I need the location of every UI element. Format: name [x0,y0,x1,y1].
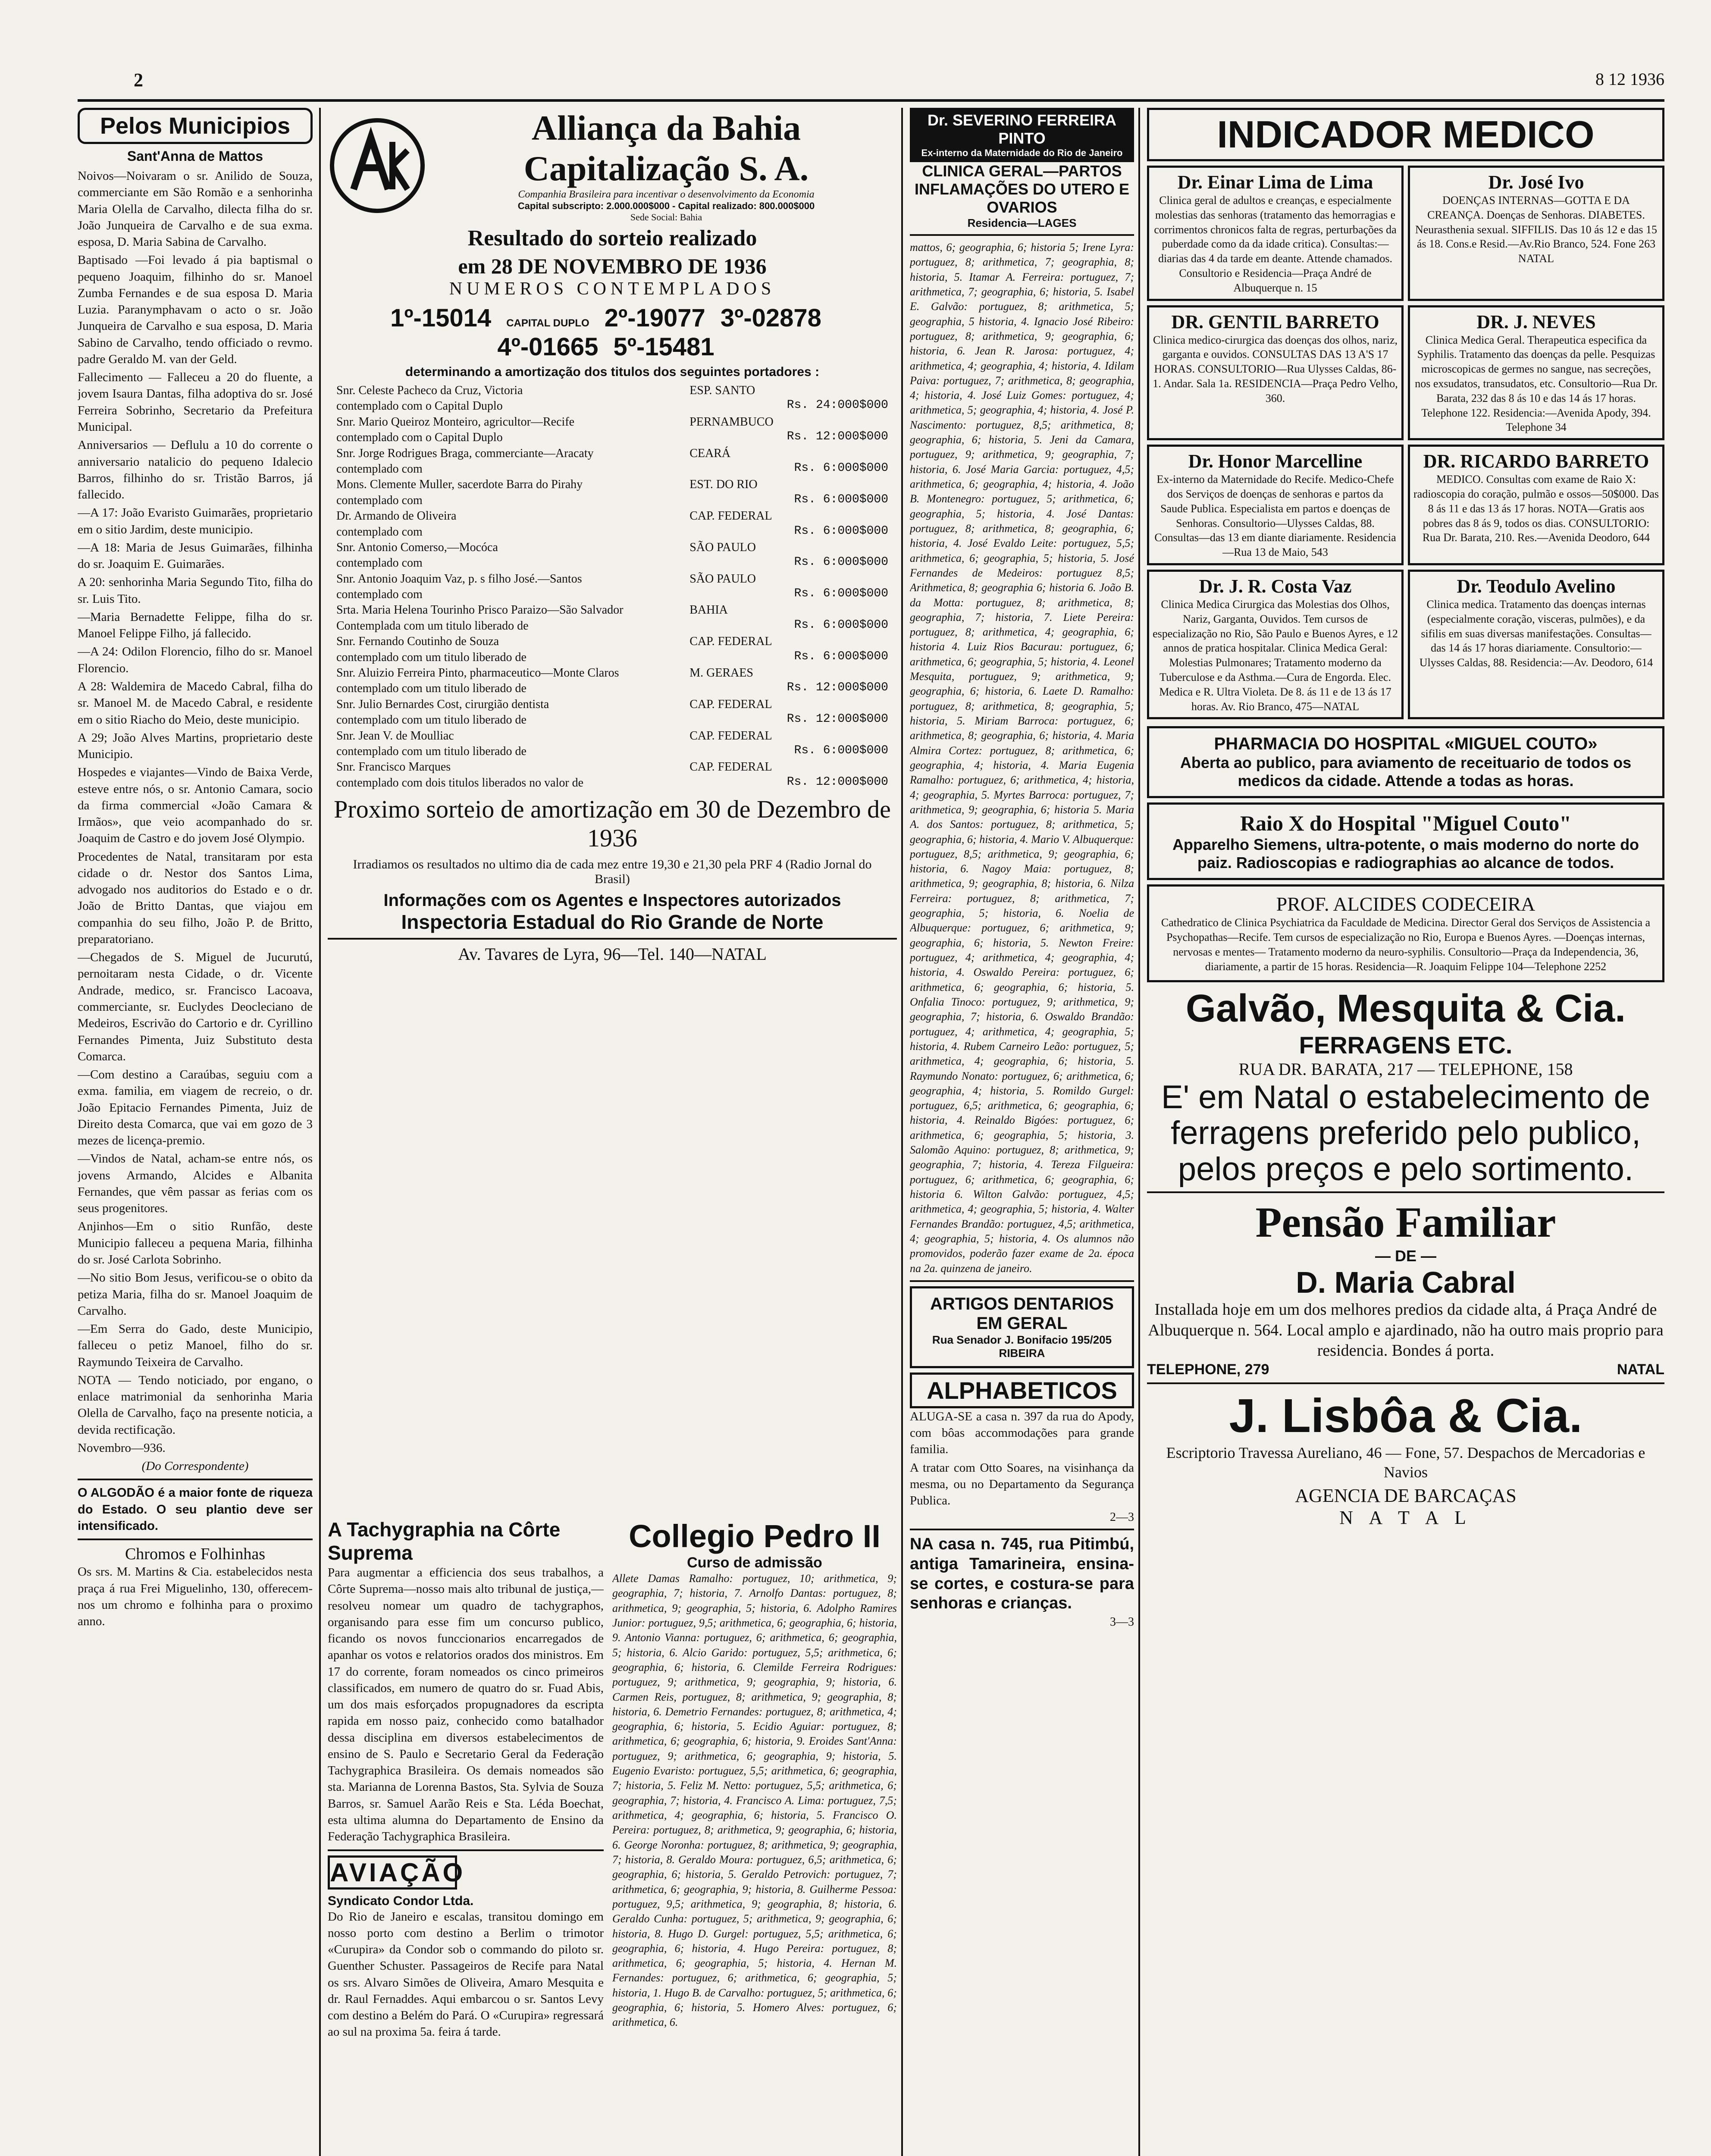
prize-1: 1º-15014 [390,304,492,332]
galvao-title: Galvão, Mesquita & Cia. [1185,987,1626,1030]
medical-ad [1408,305,1664,441]
winner-amount: Rs. 6:000$000 [794,555,888,569]
winner-note: contemplado com um titulo liberado de [336,650,526,664]
winner-amount: Rs. 6:000$000 [794,587,888,601]
medical-ad-text: Clinica medica. Tratamento das doenças internas (especialmente coração, visceras, pulmões), e da sifilis em suas diversas manifestações. Consultas—das 14 ás 17 horas diariamente. Consultorio:—Ulysses Caldas, 88. Residencia:—Av. Deodoro, 614 [1419,598,1653,669]
winner-note: contemplado com [336,588,423,602]
winner-row [336,602,888,634]
winner-state: CAP. FEDERAL [689,635,772,649]
medical-ad-text: Clinica Medica Cirurgica das Molestias dos Olhos, Nariz, Garganta, Ouvidos. Tem cursos de especialização no Rio, São Paulo e Buenos Ayres, e 12 annos de pratica hospitalar. Clinica Medica Geral: Molestias Pulmonares; Tratamento moderno da Tuberculose e da Asthma.—Cura de Engorda. Elec. Medica e R. Ultra Violeta. De 8. ás 11 e de 13 ás 17 horas. Av. Rio Branco, 475—NATAL [1153,598,1398,713]
winner-row [336,477,888,508]
pharmacia-title: PHARMACIA DO HOSPITAL «MIGUEL COUTO» [1214,734,1598,754]
medical-ad-title: DR. J. NEVES [1476,311,1596,332]
medical-ad-title: DR. GENTIL BARRETO [1171,311,1379,332]
winner-row [336,634,888,665]
news-paragraph: Anjinhos—Em o sitio Runfão, deste Municipio falleceu a pequena Maria, filhinha do sr. José Carlota Sobrinho. [78,1219,313,1266]
raio-x-text: Apparelho Siemens, ultra-potente, o mais moderno do norte do paiz. Radioscopias e radiographias ao alcance de todos. [1172,836,1639,872]
col4 [1147,108,1664,2156]
winner-amount: Rs. 6:000$000 [794,743,888,757]
news-paragraph: NOTA — Tendo noticiado, por engano, o enlace matrimonial da senhorinha Maria Olella de Carvalho, faço na presente noticia, a devida rectificação. [78,1373,313,1437]
medical-ad-text: Ex-interno da Maternidade do Recife. Medico-Chefe dos Serviços de doenças de senhoras e partos da Saude Publica. Especialista em partos e doenças de Senhoras. Consultorio—Ulysses Caldas, 88. Consultas—das 13 em diante diariamente. Residencia—Rua 13 de Maio, 543 [1154,473,1396,559]
alliance-logo-icon [328,116,427,215]
doctor-ad [910,108,1134,162]
medical-ad-text: Clinica Medica Geral. Therapeutica especifica da Syphilis. Tratamento das doenças da pelle. Pesquizas microscopicas de germes no sangue, nas secreções, nos exsudatos, transudatos, etc. Consultorio—Rua Dr. Barata, 232 das 8 ás 10 e das 14 ás 17 horas. Telephone 122. Residencia:—Avenida Apody, 394. Telephone 34 [1415,333,1658,434]
news-paragraph: —A 24: Odilon Florencio, filho do sr. Manoel Florencio. [78,645,313,675]
next-draw: Proximo sorteio de amortização em 30 de Dezembro de 1936 [334,795,891,852]
collegio-subtitle: Curso de admissão [687,1554,822,1571]
winner-amount: Rs. 12:000$000 [787,775,888,789]
news-paragraph: Hospedes e viajantes—Vindo de Baixa Verde, esteve entre nós, o sr. Antonio Camara, socio da firma commercial «João Camara & Irmãos», que veio acompanhado do sr. Joaquim de Castro e do jovem José Olympio. [78,765,313,846]
na-casa-ref: 3—3 [1110,1615,1134,1629]
company-line1: Alliança da Bahia [531,108,801,147]
artigos-title: ARTIGOS DENTARIOS EM GERAL [930,1294,1114,1333]
news-paragraph: —No sitio Bom Jesus, verificou-se o obito da petiza Maria, filha do sr. Manoel Joaquim de Carvalho. [78,1271,313,1318]
dateline: Novembro—936. [78,1441,166,1455]
pensao-de: — DE — [1375,1247,1436,1265]
artigos-addr: Rua Senador J. Bonifacio 195/205 RIBEIRA [932,1333,1112,1360]
chromos-text: Os srs. M. Martins & Cia. estabelecidos nesta praça á rua Frei Miguelinho, 130, offerecem-nos um chromo e folhinha para o proximo anno. [78,1565,313,1629]
codeceira-text: Cathedratico de Clinica Psychiatrica da Faculdade de Medicina. Director Geral dos Serviços de Assistencia a Psychopathas—Recife. Tem cursos de especialização no Rio, Europa e Buenos Ayres. —Doenças internas, nervosas e mentes— Tratamento moderno da neuro-syphilis. Consultorio—Praça da Independencia, 36, diariamente, a partir de 15 horas. Residencia—R. Joaquim Felippe 104—Telephone 2252 [1161,916,1651,973]
winner-state: SÃO PAULO [689,540,756,554]
winner-name: Snr. Mario Queiroz Monteiro, agricultor—Recife [336,415,575,429]
winner-row [336,383,888,414]
alphabeticos-title: ALPHABETICOS [927,1376,1117,1404]
aviacao-title: AVIAÇÃO [330,1858,466,1887]
galvao-ad [1147,987,1664,1188]
collegio-list: Allete Damas Ramalho: portuguez, 10; arithmetica, 9; geographia, 7; historia, 7. Arnolfo Dantas: portuguez, 8; arithmetica, 9; geographia, 5; historia, 6. Adolpho Ramires Junior: portuguez, 9,5; arithmetica, 6; geographia, 6; historia, 9. Antonio Vianna: portuguez, 6; arithmetica, 6; geographia, 5; historia, 6. Alcio Garido: portuguez, 5,5; arithmetica, 6; geographia, 6; historia, 6. Clemilde Ferreira Rodrigues: portuguez, 9; arithmetica, 9; geographia, 9; historia, 6. Carmen Reis, portuguez, 8; arithmetica, 9; geographia, 8; historia, 6. Demetrio Fernandes: portuguez, 8; arithmetica, 4; geographia, 6; historia, 5. Ecidio Aguiar: portuguez, 8; arithmetica, 6; geographia, 6; historia, 9. Eroides Sant'Anna: portuguez, 9; arithmetica, 6; geographia, 9; historia, 5. Eugenio Evaristo: portuguez, 5,5; arithmetica, 6; geographia, 7; historia, 5. Feliz M. Netto: portuguez, 5,5; arithmetica, 6; geographia, 7; historia, 4. Francisco A. Lima: portuguez, 7,5; arithmetica, 4; geographia, 6; historia, 5. Francisco O. Pereira: portuguez, 8; arithmetica, 9; geographia, 6; historia, 6. George Noronha: portuguez, 8; arithmetica, 9; geographia, 7; historia, 8. Geraldo Moura: portuguez, 6,5; arithmetica, 6; geographia, 6; historia, 5. Geraldo Petrovich: portuguez, 7; arithmetica, 6; geographia, 9; historia, 8. Guilherme Pessoa: portuguez, 9,5; arithmetica, 9; geographia, 8; historia, 6. Geraldo Cunha: portuguez, 5; arithmetica, 9; geographia, 6; historia, 8. Hugo D. Gurgel: portuguez, 5,5; arithmetica, 6; geographia, 6; historia, 4. Hugo Pereira: portuguez, 8; arithmetica, 6; geographia, 5; historia, 4. Hernan M. Fernandes: portuguez, 6; arithmetica, 6; geographia, 5; historia, 1. Hugo B. de Carvalho: portuguez, 5; arithmetica, 6; geographia, 6; historia, 5. Homero Alves: portuguez, 6; arithmetica, 6. [612,1572,897,2029]
medical-ad-title: Dr. Honor Marcelline [1188,451,1363,472]
codeceira-ad [1147,884,1664,982]
winners-list [328,383,897,791]
medical-ads-grid [1147,166,1664,719]
winner-state: CAP. FEDERAL [689,509,772,523]
news-paragraph: A 29; João Alves Martins, proprietario deste Municipio. [78,730,313,761]
winner-name: Snr. Jorge Rodrigues Braga, commerciante—Aracaty [336,446,594,460]
doctor-residence: Residencia—LAGES [967,216,1077,229]
collegio-title: Collegio Pedro II [629,1518,881,1554]
winner-amount: Rs. 12:000$000 [787,430,888,444]
galvao-sub: FERRAGENS ETC. [1299,1031,1513,1059]
prize-5: 5º-15481 [613,333,714,361]
aluga-text-2: A tratar com Otto Soares, na visinhança da mesma, ou no Departamento da Segurança Publica. [910,1460,1134,1508]
column-rule [1138,108,1140,2156]
winner-name: Snr. Jean V. de Moulliac [336,729,454,743]
winner-state: CEARÁ [689,446,731,460]
winner-row [336,759,888,791]
newspaper-page [78,65,1664,2156]
winner-amount: Rs. 6:000$000 [794,492,888,506]
aviacao-subtitle: Syndicato Condor Ltda. [328,1893,474,1908]
winner-amount: Rs. 12:000$000 [787,712,888,726]
medical-ad [1147,305,1404,441]
news-paragraph: —Chegados de S. Miguel de Jucurutú, pernoitaram nesta Cidade, o dr. Vicente Andrade, medico, sr. Francisco Lacoava, commerciante, sr. Euclydes Deocleciano de Medeiros, Escrivão do Cartorio e dr. Cyrillino Fernandes Pimenta, Juiz Substituto desta Comarca. [78,950,313,1063]
news-paragraph: A 20: senhorinha Maria Segundo Tito, filha do sr. Luis Tito. [78,575,313,606]
galvao-address: RUA DR. BARATA, 217 — TELEPHONE, 158 [1238,1059,1573,1079]
winner-row [336,508,888,540]
raio-x-title: Raio X do Hospital "Miguel Couto" [1240,811,1572,836]
winner-name: Snr. Celeste Pacheco da Cruz, Victoria [336,384,523,397]
tachygraphia-column [328,1518,604,2156]
winner-note: contemplado com [336,556,423,570]
winner-state: BAHIA [689,603,728,617]
winner-name: Snr. Antonio Joaquim Vaz, p. s filho José.—Santos [336,572,582,586]
company-desc: Companhia Brasileira para incentivar o desenvolvimento da Economia [518,189,815,200]
medical-ad [1147,166,1404,301]
lisboa-agency: AGENCIA DE BARCAÇAS [1295,1485,1517,1506]
pensao-title: Pensão Familiar [1255,1198,1556,1247]
company-line2: Capitalização S. A. [523,149,809,188]
lisboa-title: J. Lisbôa & Cia. [1229,1389,1583,1442]
result-date: em 28 DE NOVEMBRO DE 1936 [458,254,767,278]
news-paragraph: —A 17: João Evaristo Guimarães, proprietario em o sitio Jardim, deste municipio. [78,506,313,536]
medical-ad [1408,166,1664,301]
lisboa-city: N A T A L [1339,1507,1472,1528]
municipios-title: Pelos Municipios [100,113,291,139]
medical-ad [1147,445,1404,565]
winner-amount: Rs. 6:000$000 [794,524,888,538]
tachygraphia-text: Para augmentar a efficiencia dos seus trabalhos, a Côrte Suprema—nosso mais alto tribunal de justiça,—resolveu nomear um quadro de tachygraphos, organisando para esse fim um concurso publico, ficando os novos funccionarios encarregados de apanhar os votos e relatorios orados dos ministros. Em 17 do corrente, foram nomeados os cinco primeiros classificados, em numero de quatro do sr. Fuad Abis, um dos mais esforçados propugnadores da escripta rapida em nosso paiz, conhecido como batalhador dessa disciplina em diversos estabelecimentos de ensino de S. Paulo e Secretario Geral da Federação Tachygraphica Brasileira. Os demais nomeados são sta. Marianna de Lorenna Bastos, Sta. Sylvia de Souza Barros, sr. Samuel Aarão Reis e Sta. Léda Boechat, esta ultima alumna do Departamento de Ensino da Federação Tachygraphica Brasileira. [328,1566,604,1844]
prize-2: 2º-19077 [604,304,705,332]
artigos-ad [910,1286,1134,1368]
winner-row [336,665,888,697]
company-sede: Sede Social: Bahia [630,212,702,222]
news-paragraph: —Vindos de Natal, acham-se entre nós, os jovens Armando, Alcides e Albanita Fernandes, que vêm passar as ferias com os seus progenitores. [78,1152,313,1216]
pharmacia-ad [1147,726,1664,798]
winner-state: EST. DO RIO [689,478,758,492]
winner-row [336,571,888,603]
result-title: Resultado do sorteio realizado [467,226,757,251]
medical-ad-title: Dr. J. R. Costa Vaz [1199,575,1352,597]
winner-amount: Rs. 6:000$000 [794,461,888,475]
winner-name: Srta. Maria Helena Tourinho Prisco Paraizo—São Salvador [336,603,624,617]
alliance-address: Av. Tavares de Lyra, 96—Tel. 140—NATAL [458,944,767,964]
pensao-city: NATAL [1617,1361,1664,1378]
pensao-ad [1147,1197,1664,1378]
alliance-bahia-ad [328,108,897,1509]
medical-ad-text: Clinica geral de adultos e creanças, e especialmente molestias das senhoras (tratamento das hemorragias e corrimentos chronicos falta de regras, perturbações da puberdade como da da idade critica). Consultas:—diarias das 4 da tarde em deante. Attende chamados. Consultorio e Residencia—Praça André de Albuquerque n. 15 [1154,194,1397,294]
winner-row [336,728,888,760]
tachygraphia-title: A Tachygraphia na Côrte Suprema [328,1518,561,1564]
determinando-text: determinando a amortização dos titulos dos seguintes portadores : [405,365,820,379]
winner-amount: Rs. 12:000$000 [787,681,888,695]
page-date: 8 12 1936 [1595,69,1664,89]
prize-4: 4º-01665 [497,333,599,361]
agents-info: Informações com os Agentes e Inspectores autorizados [383,890,841,910]
medical-ad [1408,570,1664,719]
winner-name: Snr. Aluizio Ferreira Pinto, pharmaceutico—Monte Claros [336,666,619,680]
doctor-sub: Ex-interno da Maternidade do Rio de Janeiro [921,147,1123,158]
news-paragraph: Anniversarios — Deflulu a 10 do corrente o anniversario natalicio do pequeno Idalecio Barros, filhinho do sr. Tristão Barros, já fallecido. [78,438,313,502]
lisboa-text: Escriptorio Travessa Aureliano, 46 — Fone, 57. Despachos de Mercadorias e Navios [1166,1444,1645,1481]
doctor-title: Dr. SEVERINO FERREIRA PINTO [927,111,1117,147]
doctor-clinic: CLINICA GERAL—PARTOS INFLAMAÇÕES DO UTERO E OVARIOS [914,162,1129,216]
winner-state: PERNAMBUCO [689,415,774,429]
winner-state: CAP. FEDERAL [689,697,772,711]
winner-note: contemplado com um titulo liberado de [336,744,526,758]
news-paragraph: Noivos—Noivaram o sr. Anilido de Souza, commerciante em São Romão e a senhorinha Maria Olella de Carvalho, dilecta filha do sr. João Junqueira de Carvalho e de sua exma. esposa, D. Maria Sabina de Carvalho. [78,169,313,249]
capital-duplo-label: CAPITAL DUPLO [506,317,589,329]
winner-state: M. GERAES [689,666,753,680]
radio-notice: Irradiamos os resultados no ultimo dia de cada mez entre 19,30 e 21,30 pela PRF 4 (Radio Jornal do Brasil) [353,857,872,886]
winner-state: CAP. FEDERAL [689,729,772,743]
news-paragraph: —Em Serra do Gado, deste Municipio, falleceu o petiz Manoel, filho do sr. Raymundo Teixeira de Carvalho. [78,1322,313,1369]
pensao-telephone: TELEPHONE, 279 [1147,1361,1269,1378]
news-paragraph: —Maria Bernadette Felippe, filha do sr. Manoel Felippe Filho, já fallecido. [78,610,313,641]
raio-x-ad [1147,802,1664,880]
medical-ad-text: Clinica medico-cirurgica das doenças dos olhos, nariz, garganta e ouvidos. CONSULTAS DAS 13 A'S 17 HORAS. CONSULTORIO—Rua Ulysses Caldas, 86-1. Andar. Sala 1a. RESIDENCIA—Praça Pedro Velho, 360. [1153,333,1398,404]
news-paragraph: Procedentes de Natal, transitaram por esta cidade o dr. Nestor dos Santos Lima, advogado nos auditorios do Estado e o dr. João de Britto Dantas, que viajou em companhia do seu filho, João P. de Britto, preparatoriano. [78,849,313,946]
medical-ad-title: Dr. Teodulo Avelino [1457,575,1616,597]
na-casa-text: NA casa n. 745, rua Pitimbú, antiga Tamarineira, ensina-se cortes, e costura-se para senhoras e crianças. [910,1535,1134,1613]
winner-amount: Rs. 6:000$000 [794,649,888,663]
numeros-label: NUMEROS CONTEMPLADOS [449,279,776,299]
winner-note: contemplado com um titulo liberado de [336,682,526,696]
news-paragraph: Fallecimento — Falleceu a 20 do fluente, a jovem Isaura Dantas, filha adoptiva do sr. José Ferreira Sobrinho, Secretario da Prefeitura Municipal. [78,370,313,434]
winner-name: Snr. Julio Bernardes Cost, cirurgião dentista [336,697,549,711]
aluga-ref: 2—3 [1110,1510,1134,1524]
news-paragraph: A 28: Waldemira de Macedo Cabral, filha do sr. Manoel M. de Macedo Cabral, e residente em o sitio Riacho do Meio, deste municipio. [78,679,313,727]
inspectoria: Inspectoria Estadual do Rio Grande de Norte [401,910,824,933]
municipios-subtitle: Sant'Anna de Mattos [127,148,263,164]
winner-row [336,540,888,571]
municipios-column [78,108,313,2156]
winner-state: SÃO PAULO [689,572,756,586]
winner-note: contemplado com [336,462,423,476]
winner-row [336,697,888,728]
aviacao-text: Do Rio de Janeiro e escalas, transitou domingo em nosso porto com destino a Berlim o trimotor «Curupira» da Condor sob o commando do piloto sr. Guenther Schuster. Passageiros de Recife para Natal os srs. Alvaro Simões de Oliveira, Amaro Mesquita e dr. Raul Fernaddes. Aqui embarcou o sr. Santos Levy com destino a Belém do Pará. O «Curupira» regressará ao sul na proxima 5a. feira á tarde. [328,1909,604,2039]
winner-note: contemplado com o Capital Duplo [336,399,503,413]
news-paragraph: —A 18: Maria de Jesus Guimarães, filhinha do sr. Joaquim E. Guimarães. [78,540,313,571]
col3 [910,108,1134,2156]
medical-ad-title: Dr. José Ivo [1488,172,1584,193]
winner-note: Contemplada com um titulo liberado de [336,619,529,633]
winner-note: contemplado com o Capital Duplo [336,431,503,445]
winner-name: Snr. Antonio Comerso,—Mocóca [336,540,498,554]
collegio-column [612,1518,897,2156]
medical-ad [1147,570,1404,719]
lisboa-ad [1147,1388,1664,1529]
winner-note: contemplado com um titulo liberado de [336,713,526,727]
medical-ad-title: Dr. Einar Lima de Lima [1177,172,1373,193]
algodao-notice: O ALGODÃO é a maior fonte de riqueza do Estado. O seu plantio deve ser intensificado. [78,1486,313,1533]
company-capital: Capital subscripto: 2.000.000$000 - Capital realizado: 800.000$000 [517,201,815,211]
pensao-owner: D. Maria Cabral [1296,1266,1516,1300]
codeceira-title: PROF. ALCIDES CODECEIRA [1276,893,1536,915]
indicador-title: INDICADOR MEDICO [1217,113,1595,156]
column-rule [901,108,903,2156]
municipios-news [78,168,313,1438]
pensao-text: Installada hoje em um dos melhores predios da cidade alta, á Praça André de Albuquerque n. 564. Local amplo e ajardinado, não ha outro mais proprio para residencia. Bondes á porta. [1148,1300,1664,1360]
prize-3: 3º-02878 [720,304,821,332]
column-rule [319,108,321,2156]
pharmacia-text: Aberta ao publico, para aviamento de receituario de todos os medicos da cidade. Attende a todas as horas. [1180,754,1632,790]
winner-state: ESP. SANTO [689,384,755,397]
winner-state: CAP. FEDERAL [689,760,772,774]
winner-note: contemplado com [336,525,423,539]
winner-amount: Rs. 24:000$000 [787,398,888,412]
medical-ad-text: MEDICO. Consultas com exame de Raio X: radioscopia do coração, pulmão e ossos—50$000. Das 8 ás 11 e das 13 ás 17 horas. NOTA—Gratis aos pobres das 8 ás 9, todos os dias. CONSULTORIO: Rua Dr. Barata, 210. Res.—Avenida Deodoro, 644 [1413,473,1659,544]
winner-name: Dr. Armando de Oliveira [336,509,457,523]
page-number: 2 [134,69,143,91]
winner-note: contemplado com [336,493,423,507]
winner-note: contemplado com dois titulos liberados no valor de [336,776,584,790]
medical-ad-title: DR. RICARDO BARRETO [1423,451,1649,472]
correspondent-signature: (Do Correspondente) [141,1459,249,1473]
chromos-title: Chromos e Folhinhas [125,1545,266,1564]
galvao-text: E' em Natal o estabelecimento de ferragens preferido pelo publico, pelos preços e pelo sortimento. [1161,1078,1651,1188]
medical-ad-text: DOENÇAS INTERNAS—GOTTA E DA CREANÇA. Doenças de Senhoras. DIABETES. Neurasthenia sexual. SIFFILIS. Das 10 ás 12 e das 15 ás 18. Cons.e Resid.—Av.Rio Branco, 524. Fone 263 NATAL [1415,194,1658,265]
news-paragraph: Baptisado —Foi levado á pia baptismal o pequeno Joaquim, filhinho do sr. Manoel Zumba Fernandes e de sua esposa D. Maria Luzia. Paranymphavam o acto o sr. João Junqueira de Carvalho e sua esposa, D. Maria Sabino de Carvalho, tendo officiado o revmo. padre Geraldo M. van der Geld. [78,253,313,366]
winner-name: Mons. Clemente Muller, sacerdote Barra do Pirahy [336,478,583,492]
winner-name: Snr. Fernando Coutinho de Souza [336,635,499,649]
winner-amount: Rs. 6:000$000 [794,618,888,632]
page-header [78,65,1664,102]
medical-ad [1408,445,1664,565]
winner-row [336,414,888,446]
winner-name: Snr. Francisco Marques [336,760,451,774]
news-paragraph: —Com destino a Caraúbas, seguiu com a exma. familia, em viagem de recreio, o dr. João Epitacio Fernandes Pimenta, Juiz de Direito desta Comarca, que vai em gozo de 3 mezes de licença-premio. [78,1068,313,1148]
students-list: mattos, 6; geographia, 6; historia 5; Irene Lyra: portuguez, 8; arithmetica, 7; geographia, 8; historia, 5. Itamar A. Ferreira: portuguez, 7; arithmetica, 7; geographia, 6; historia, 5. Isabel E. Galvão: portuguez, 8; arithmetica, 5; geographia, 5 historia, 4. Ignacio José Ribeiro: portuguez, 8; arithmetica, 9; geographia, 6; historia, 6. Jean R. Jarosa: portuguez, 4; arithmetica, 4; geographia, 4; historia, 4. Idilam Paiva: portuguez, 7; arithmetica, 8; geographia, 4; historia, 4. José Luiz Gomes: portuguez, 4; arithmetica, 5; geographia, 4; historia, 4. José P. Nascimento: portuguez, 8,5; arithmetica, 8; geographia, 6; historia, 5. Jeni da Camara, portuguez, 9; arithmetica, 9; geographia, 7; historia, 6. José Maria Garcia: portuguez, 4,5; arithmetica, 6; geographia, 4; historia, 4. João B. Montenegro: portuguez, 5; arithmetica, 6; geographia, 5; historia, 4. José Dantas: portuguez, 8; arithmetica, 8; geographia, 6; historia, 4. José Evaldo Leite: portuguez, 5,5; arithmetica, 6; geographia, 5; historia, 5. José Fernandes de Medeiros: portuguez 8,5; Arithmetica, 8; geographia 6; historia 6. João B. da Motta: portuguez, 8; arithmetica, 8; geographia, 7; historia, 7. Liete Pereira: portuguez, 8; arithmetica, 4; geographia, 6; historia 4. Luiz Rios Bacurau: portuguez, 6; arithmetica, 6; geographia, 5; historia, 4. Leonel Mesquita, portuguez, 9; arithmetica, 9; geographia, 6; historia, 6. Laete D. Ramalho: portuguez, 8; arithmetica, 8; geographia, 5; historia, 5. Miriam Barroca: portuguez, 6; arithmetica, 8; geographia, 6; historia, 4. Maria Almira Cortez: portuguez, 8; arithmetica, 6; geographia, 4; historia, 4. Maria Eugenia Ramalho: portuguez, 6; arithmetica, 4; historia, 4; geographia, 5. Myrtes Barroca: portuguez, 7; arithmetica, 9; geographia, 6; historia 5. Maria A. dos Santos: portuguez, 8; arithmetica, 5; geographia, 6; historia, 4. Mario V. Albuquerque: portuguez, 8,5; arithmetica, 9; geographia, 6; historia, 6. Nagoy Maia: portuguez, 8; arithmetica, 9; geographia, 8; historia, 6. Nilza Ferreira: portuguez, 8; arithmetica, 7; geographia, 5; historia, 6. Noelia de Albuquerque: portuguez, 6; arithmetica, 9; geographia, 6; historia, 5. Newton Freire: portuguez, 4; arithmetica, 4; geographia, 4; historia, 4. Oswaldo Pereira: portuguez, 6; arithmetica, 6; geographia, 6; historia, 5. Onfalia Tinoco: portuguez, 9; arithmetica, 9; geographia, 7; historia, 6. Oswaldo Brandão: portuguez, 4; arithmetica, 4; geographia, 5; historia, 4. Rubem Carneiro Leão: portuguez, 5; arithmetica, 4; geographia, 6; historia, 5. Raymundo Nonato: portuguez, 6; arithmetica, 6; geographia, 4; historia, 5. Romildo Gurgel: portuguez, 6,5; arithmetica, 6; geographia, 6; historia, 4. Reinaldo Bigóes: portuguez, 6; arithmetica, 6; geographia, 5; historia, 3. Salomão Aquino: portuguez, 8; arithmetica, 9; geographia, 7; historia, 4. Tereza Filgueira: portuguez, 6; arithmetica, 6; geographia, 6; historia 6. Wilton Galvão: portuguez, 4,5; arithmetica, 4; geographia, 5; historia, 4. Walter Fernandes Brandão: portuguez, 4,5; arithmetica, 4; geographia, 5; historia, 4. Os alumnos não promovidos, poderão fazer exame de 2a. época na 2a. quinzena de janeiro. [910,241,1134,1275]
aluga-text: ALUGA-SE a casa n. 397 da rua do Apody, com bôas accommodações para grande familia. [910,1409,1134,1457]
winner-row [336,446,888,477]
